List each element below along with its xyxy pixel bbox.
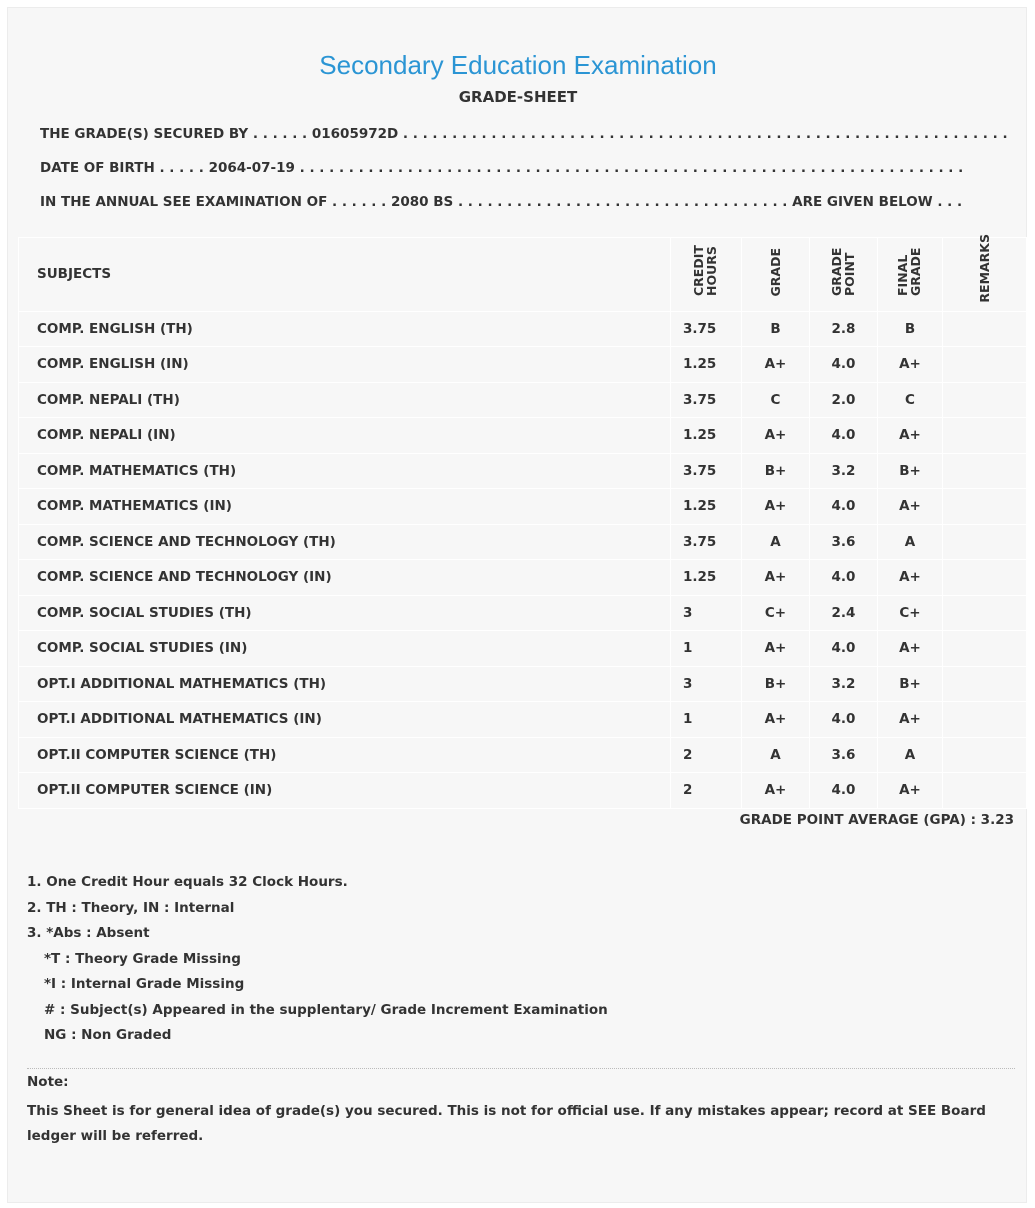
note-item: NG : Non Graded [44,1027,172,1043]
cell-remarks [943,311,1027,347]
cell-credit-hours: 2 [671,737,742,773]
page-subtitle: GRADE-SHEET [458,88,578,106]
cell-final-grade: A+ [878,489,943,525]
footer-note-label: Note: [27,1074,69,1090]
cell-grade-point: 4.0 [810,418,878,454]
cell-credit-hours: 1.25 [671,418,742,454]
header-grade-point-label: GRADE POINT [828,247,857,297]
cell-credit-hours: 1 [671,631,742,667]
table-row [19,702,1027,738]
cell-grade-point: 4.0 [810,560,878,596]
cell-grade: A+ [742,489,810,525]
note-item: 3. *Abs : Absent [27,925,150,941]
note-item: *T : Theory Grade Missing [44,950,241,967]
cell-final-grade: C+ [878,595,943,631]
cell-remarks [943,347,1027,383]
cell-grade-point: 4.0 [810,773,878,809]
cell-grade-point: 4.0 [810,702,878,738]
table-row [19,382,1027,418]
cell-credit-hours: 1.25 [671,560,742,596]
header-final-grade [878,238,943,312]
cell-remarks [943,489,1027,525]
cell-grade: B+ [742,453,810,489]
cell-grade: A+ [742,631,810,667]
cell-credit-hours: 1.25 [671,347,742,383]
header-final-grade-label: FINAL GRADE [895,247,923,297]
cell-remarks [943,595,1027,631]
cell-subject: COMP. SCIENCE AND TECHNOLOGY (TH) [19,524,671,560]
cell-grade: C [742,382,810,418]
cell-grade: A [742,737,810,773]
cell-final-grade: A [878,524,943,560]
table-row [19,773,1027,809]
table-row [19,524,1027,560]
cell-final-grade: A+ [878,560,943,596]
cell-grade: A+ [742,347,810,383]
cell-grade: A+ [742,702,810,738]
header-credit-hours-label: CREDIT HOURS [691,245,719,297]
cell-grade-point: 3.6 [810,737,878,773]
cell-subject: OPT.II COMPUTER SCIENCE (TH) [19,737,671,773]
cell-final-grade: A [878,737,943,773]
cell-subject: COMP. MATHEMATICS (TH) [19,453,671,489]
info-date-of-birth: DATE OF BIRTH . . . . . 2064-07-19 . . . . . . . . . . . . . . . . . . . . . . . . . . . . . . . . . . . . . . . . . . . . . . . . . . . . . . . . . . . . . . . . . . . . [40,160,964,176]
cell-credit-hours: 1 [671,702,742,738]
cell-final-grade: A+ [878,773,943,809]
cell-remarks [943,773,1027,809]
table-header-row [19,238,1027,312]
table-row [19,418,1027,454]
page-title: Secondary Education Examination [319,50,717,80]
cell-credit-hours: 3.75 [671,453,742,489]
cell-subject: COMP. ENGLISH (IN) [19,347,671,383]
cell-credit-hours: 3 [671,595,742,631]
cell-remarks [943,666,1027,702]
cell-final-grade: A+ [878,631,943,667]
cell-subject: COMP. SCIENCE AND TECHNOLOGY (IN) [19,560,671,596]
table-row [19,737,1027,773]
header-grade [742,238,810,312]
table-row [19,453,1027,489]
cell-credit-hours: 3 [671,666,742,702]
cell-final-grade: B [878,311,943,347]
table-row [19,311,1027,347]
cell-grade-point: 2.4 [810,595,878,631]
header-grade-point [810,238,878,312]
cell-remarks [943,737,1027,773]
cell-subject: COMP. ENGLISH (TH) [19,311,671,347]
table-row [19,666,1027,702]
cell-subject: COMP. NEPALI (TH) [19,382,671,418]
note-item: 1. One Credit Hour equals 32 Clock Hours. [27,874,348,890]
cell-subject: OPT.II COMPUTER SCIENCE (IN) [19,773,671,809]
gpa-summary: GRADE POINT AVERAGE (GPA) : 3.23 [739,812,1014,828]
header-subjects: SUBJECTS [19,238,671,312]
cell-credit-hours: 3.75 [671,311,742,347]
divider [27,1068,1015,1069]
table-row [19,347,1027,383]
cell-grade-point: 2.8 [810,311,878,347]
grades-table [18,234,1027,809]
cell-subject: COMP. NEPALI (IN) [19,418,671,454]
cell-grade: A+ [742,773,810,809]
cell-subject: COMP. MATHEMATICS (IN) [19,489,671,525]
header-remarks-label: REMARKS [977,234,992,303]
cell-grade: A+ [742,418,810,454]
info-secured-by: THE GRADE(S) SECURED BY . . . . . . 01605972D . . . . . . . . . . . . . . . . . . . . . . . . . . . . . . . . . . . . . . . . . . . . . . . . . . . . . . . . . . . . . . [40,126,1008,142]
cell-subject: OPT.I ADDITIONAL MATHEMATICS (TH) [19,666,671,702]
grades-table-body [19,311,1027,808]
cell-remarks [943,382,1027,418]
cell-final-grade: C [878,382,943,418]
table-row [19,489,1027,525]
note-item: 2. TH : Theory, IN : Internal [27,899,235,916]
header-remarks [943,234,1027,312]
cell-remarks [943,453,1027,489]
cell-remarks [943,560,1027,596]
note-item: # : Subject(s) Appeared in the supplentary/ Grade Increment Examination [44,1001,608,1018]
cell-grade: B [742,311,810,347]
cell-final-grade: A+ [878,418,943,454]
table-row [19,595,1027,631]
cell-credit-hours: 3.75 [671,524,742,560]
cell-remarks [943,702,1027,738]
cell-grade-point: 4.0 [810,347,878,383]
cell-subject: COMP. SOCIAL STUDIES (TH) [19,595,671,631]
cell-final-grade: A+ [878,347,943,383]
cell-grade-point: 2.0 [810,382,878,418]
cell-grade: B+ [742,666,810,702]
cell-grade-point: 4.0 [810,631,878,667]
header-credit-hours [671,238,742,312]
cell-grade-point: 4.0 [810,489,878,525]
cell-grade-point: 3.2 [810,453,878,489]
cell-final-grade: B+ [878,453,943,489]
cell-grade: C+ [742,595,810,631]
cell-final-grade: B+ [878,666,943,702]
legend-notes [27,870,608,1049]
table-row [19,560,1027,596]
cell-remarks [943,524,1027,560]
header-grade-label: GRADE [768,248,783,297]
note-item: *I : Internal Grade Missing [44,976,245,992]
cell-credit-hours: 1.25 [671,489,742,525]
cell-grade-point: 3.2 [810,666,878,702]
cell-grade-point: 3.6 [810,524,878,560]
cell-subject: OPT.I ADDITIONAL MATHEMATICS (IN) [19,702,671,738]
cell-credit-hours: 2 [671,773,742,809]
cell-final-grade: A+ [878,702,943,738]
table-row [19,631,1027,667]
cell-grade: A [742,524,810,560]
cell-subject: COMP. SOCIAL STUDIES (IN) [19,631,671,667]
cell-remarks [943,631,1027,667]
cell-remarks [943,418,1027,454]
cell-grade: A+ [742,560,810,596]
cell-credit-hours: 3.75 [671,382,742,418]
info-exam: IN THE ANNUAL SEE EXAMINATION OF . . . . . . 2080 BS . . . . . . . . . . . . . . . . . . . . . . . . . . . . . . . . . . ARE GIVEN BELOW . . . [40,194,963,210]
grade-sheet [7,7,1027,1203]
footer-note-text: This Sheet is for general idea of grade(s) you secured. This is not for official use. If any mistakes appear; record at SEE Board ledger will be referred. [27,1103,986,1144]
